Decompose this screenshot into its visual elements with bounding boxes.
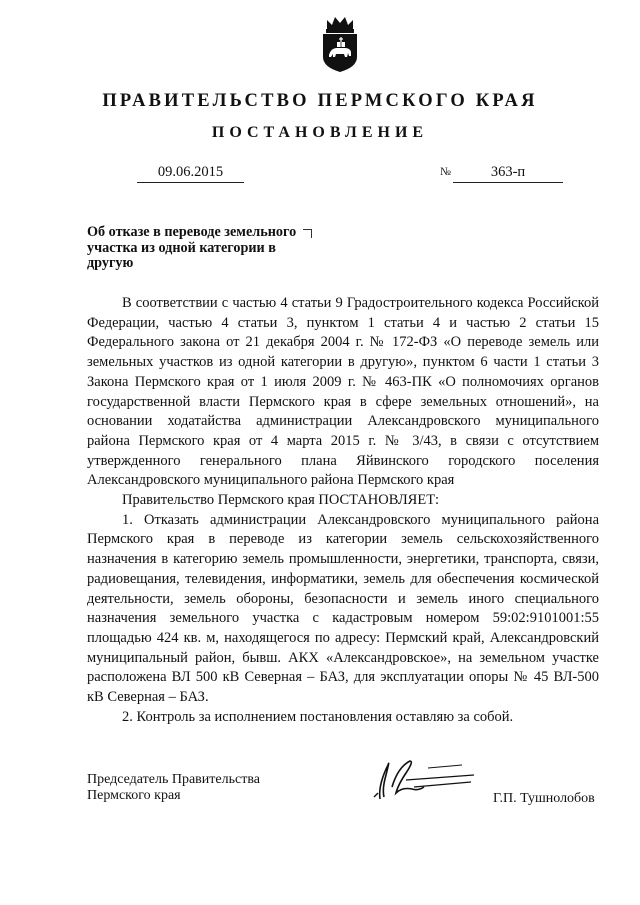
document-date (137, 162, 244, 183)
resolution-paragraph: Правительство Пермского края ПОСТАНОВЛЯЕТ: (122, 492, 440, 509)
document-date-value: 09.06.2015 (157, 164, 224, 180)
handwritten-signature (366, 747, 481, 807)
coat-of-arms-icon (318, 15, 362, 73)
number-sign: № (440, 166, 451, 178)
government-title: ПРАВИТЕЛЬСТВО ПЕРМСКОГО КРАЯ (102, 91, 538, 111)
signer-position (87, 772, 260, 803)
signer-name: Г.П. Тушнолобов (493, 791, 595, 806)
subject-corner-mark (303, 229, 312, 238)
document-subject: Об отказе в переводе земельного участка из одной категории в другую (87, 224, 297, 271)
clause-1-paragraph: 1. Отказать администрации Александровского муниципального района Пермского края в переводе из категории земель сельскохозяйственного назначения в категорию земель промышленности, энергетики, транспорта, связи, радиовещания, телевидения, информатики, земель для обеспечения космической деятельности, земель обороны, безопасности и земель иного специального назначения земельного участка с кадастровым номером 59:02:9101001:55 площадью 424 кв. м, находящегося по адресу: Пермский край, Александровский муниципальный район, бывш. АКХ «Александровское», на земельном участке расположена ВЛ 500 кВ Северная – БАЗ, для эксплуатации опоры № 45 ВЛ-500 кВ Северная – БАЗ. (87, 511, 599, 706)
document-body (87, 294, 599, 727)
clause-2-paragraph: 2. Контроль за исполнением постановления оставляю за собой. (122, 708, 514, 725)
document-number-value: 363-п (490, 164, 526, 180)
document-type-heading: ПОСТАНОВЛЕНИЕ (211, 124, 429, 141)
document-number (453, 162, 563, 183)
signer-position-line-1: Председатель Правительства (87, 772, 260, 787)
preamble-paragraph: В соответствии с частью 4 статьи 9 Градостроительного кодекса Российской Федерации, частью 4 статьи 3, пунктом 1 статьи 4 и частью 2 статьи 15 Федерального закона от 21 декабря 2004 г. № 172-ФЗ «О переводе земель или земельных участков из одной категории в другую», пунктом 6 части 1 статьи 3 Закона Пермского края от 1 июля 2009 г. № 463-ПК «О полномочиях органов государственной власти Пермского края в сфере земельных отношений», на основании ходатайства администрации Александровского муниципального района Пермского края от 4 марта 2015 г. № 3/43, в связи с отсутствием утвержденного генерального плана Яйвинского городского поселения Александровского муниципального района Пермского края (87, 295, 599, 489)
signer-position-line-2: Пермского края (87, 787, 181, 803)
